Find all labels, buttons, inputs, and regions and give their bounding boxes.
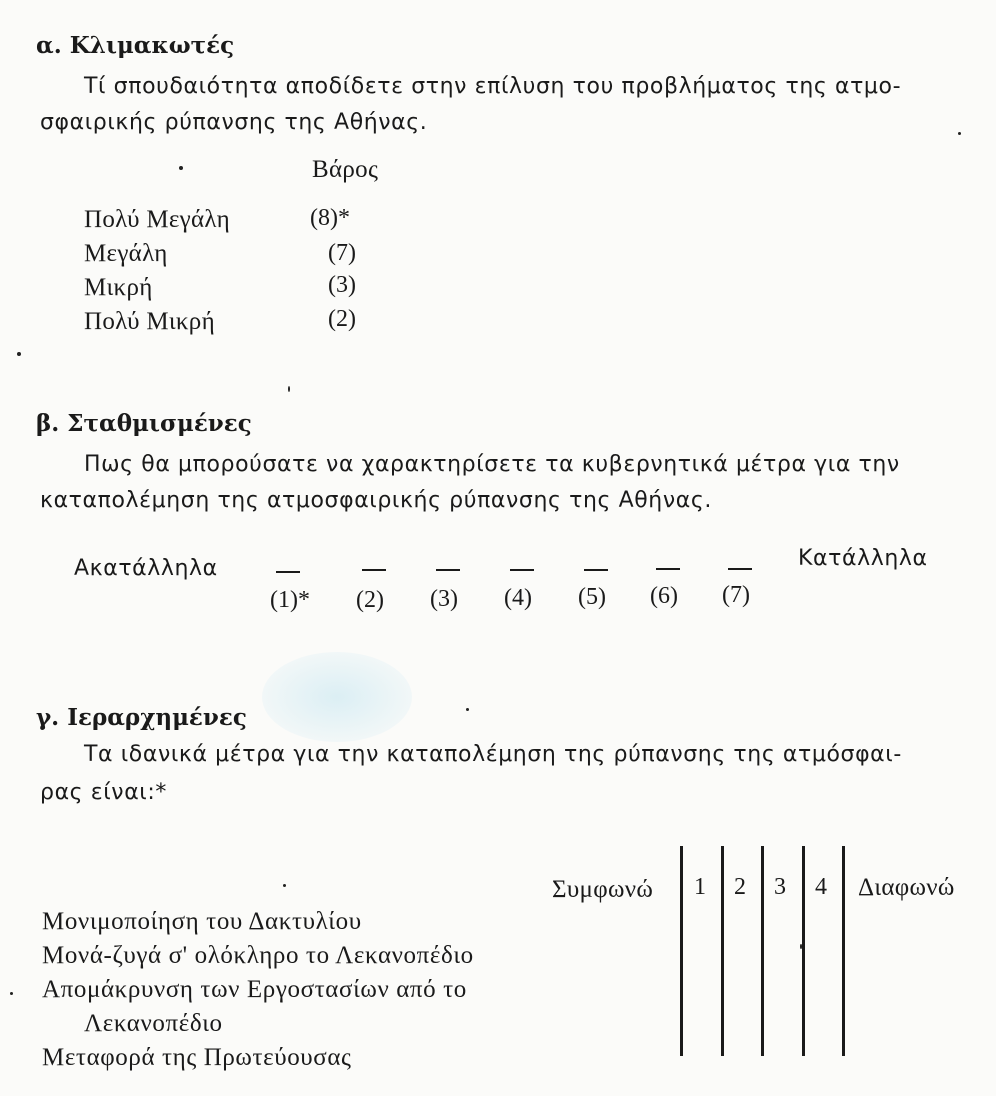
scale-number-1: (1)* (270, 587, 310, 613)
measure-item-1: Μονιμοποίηση του Δακτυλίου (42, 908, 362, 935)
scan-speck (958, 132, 961, 135)
scale-number-5: (5) (578, 584, 606, 610)
measure-item-3-continued: Λεκανοπέδιο (84, 1010, 223, 1037)
rank-column-3: 3 (774, 874, 786, 900)
scale-number-3: (3) (430, 586, 458, 612)
scale-number-7: (7) (722, 582, 750, 608)
section-a-question-line1: Τί σπουδαιότητα αποδίδετε στην επίλυση του προβλήματος της ατμο- (84, 74, 902, 99)
scan-speck (466, 708, 469, 711)
rank-grid-line (802, 846, 805, 1056)
suitable-label: Κατάλληλα (798, 546, 928, 571)
section-a-heading: α. Κλιμακωτές (36, 32, 235, 59)
scale-blank-3[interactable] (436, 569, 460, 571)
scan-speck (17, 352, 21, 356)
scale-blank-4[interactable] (510, 569, 534, 571)
section-c-heading: γ. Ιεραρχημένες (36, 704, 247, 731)
section-b-question-line2: καταπολέμηση της ατμοσφαιρικής ρύπανσης της Αθήνας. (40, 488, 712, 513)
scale-blank-6[interactable] (656, 568, 680, 570)
scan-speck (800, 944, 802, 949)
scale-label-small: Μικρή (84, 274, 153, 301)
scale-blank-1[interactable] (276, 571, 300, 573)
disagree-label: Διαφωνώ (858, 874, 955, 901)
measure-item-3: Απομάκρυνση των Εργοστασίων από το (42, 976, 467, 1003)
section-b-heading: β. Σταθμισμένες (36, 410, 252, 437)
section-a-question-line2: σφαιρικής ρύπανσης της Αθήνας. (40, 110, 428, 135)
scale-blank-7[interactable] (728, 568, 752, 570)
rank-grid-line (842, 846, 845, 1056)
scale-number-4: (4) (504, 585, 532, 611)
scale-blank-2[interactable] (362, 569, 386, 571)
scan-speck (283, 884, 286, 887)
measure-item-4: Μεταφορά της Πρωτεύουσας (42, 1044, 352, 1071)
section-b-question-line1: Πως θα μπορούσατε να χαρακτηρίσετε τα κυβερνητικά μέτρα για την (84, 452, 900, 477)
unsuitable-label: Ακατάλληλα (74, 556, 218, 581)
measure-item-2: Μονά-ζυγά σ' ολόκληρο το Λεκανοπέδιο (42, 942, 474, 969)
weight-very-small: (2) (328, 306, 356, 332)
section-c-question-line2: ρας είναι:* (40, 780, 167, 805)
rank-column-1: 1 (694, 874, 706, 900)
scale-label-large: Μεγάλη (84, 240, 168, 267)
scan-speck (10, 992, 13, 995)
rank-grid-line (761, 846, 764, 1056)
weight-header: Βάρος (312, 156, 379, 183)
agree-label: Συμφωνώ (552, 876, 654, 903)
scale-number-6: (6) (650, 583, 678, 609)
scan-speck (179, 166, 183, 170)
scale-label-very-large: Πολύ Μεγάλη (84, 206, 231, 233)
weight-small: (3) (328, 272, 356, 298)
weight-very-large: (8)* (310, 205, 350, 231)
rank-grid-line (721, 846, 724, 1056)
scale-number-2: (2) (356, 587, 384, 613)
scale-label-very-small: Πολύ Μικρή (84, 308, 215, 335)
rank-column-4: 4 (815, 874, 827, 900)
paper-stain (262, 652, 412, 742)
rank-column-2: 2 (734, 874, 746, 900)
scale-blank-5[interactable] (584, 569, 608, 571)
weight-large: (7) (328, 240, 356, 266)
scan-speck (288, 386, 290, 392)
rank-grid-line (680, 846, 683, 1056)
section-c-question-line1: Τα ιδανικά μέτρα για την καταπολέμηση της ρύπανσης της ατμόσφαι- (84, 742, 902, 767)
